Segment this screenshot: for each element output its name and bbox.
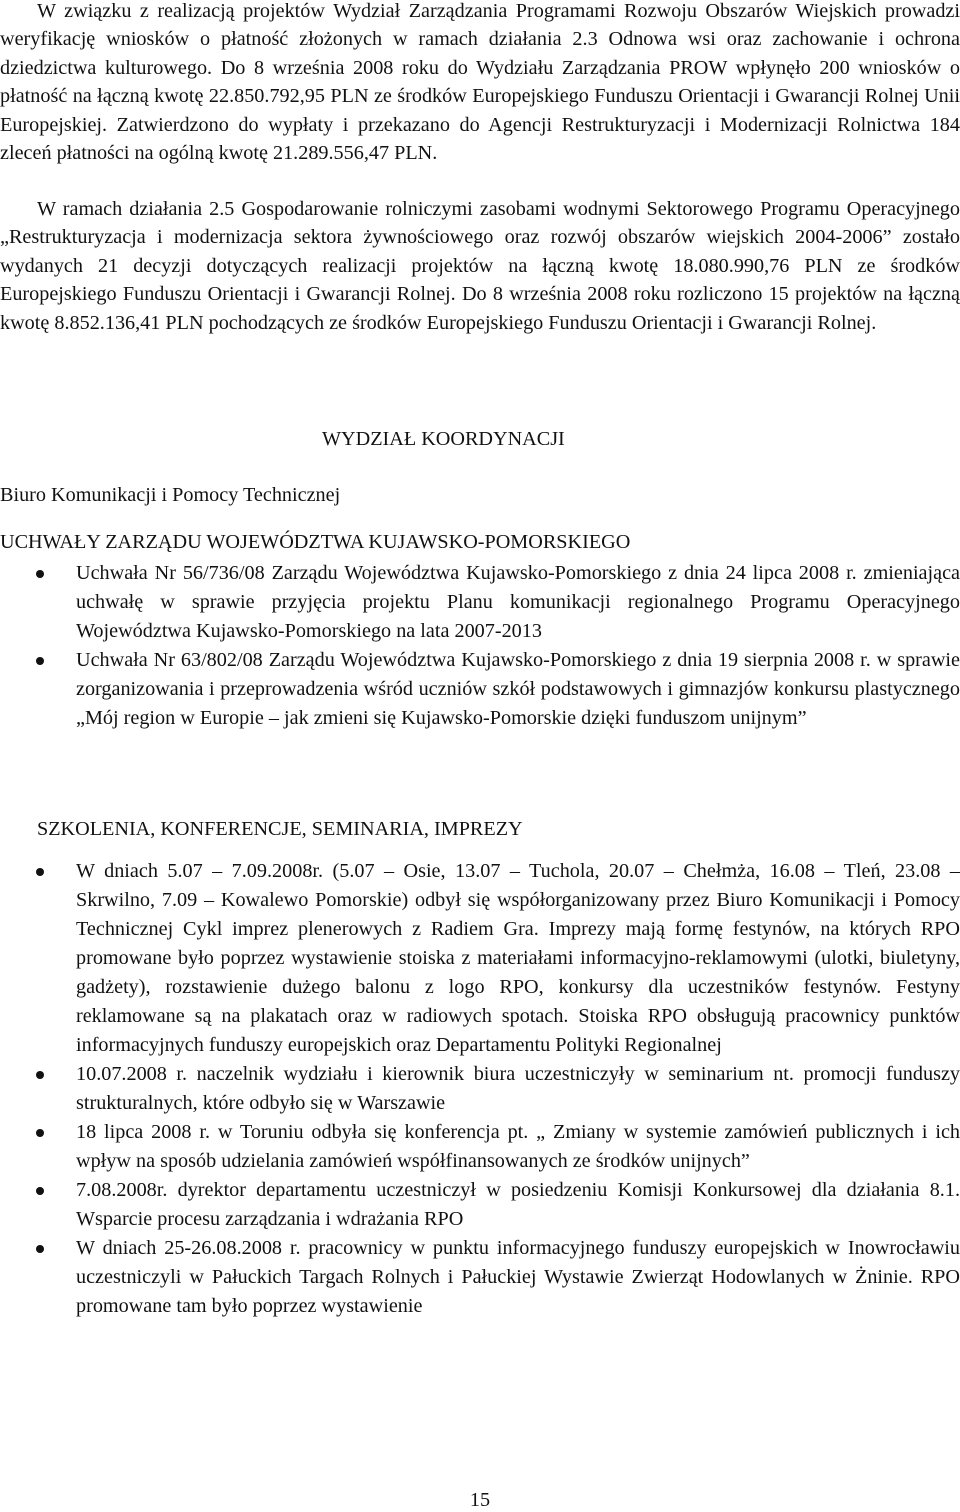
list-item xyxy=(0,857,960,1060)
events-section xyxy=(0,815,960,1321)
list-item-text: W dniach 25-26.08.2008 r. pracownicy w punktu informacyjnego funduszy europejskich w Inowrocławiu uczestniczyli w Pałuckich Targach Rolnych i Pałuckiej Wystawie Zwierząt Hodowlanych w Żninie. RPO promowane tam było poprzez wystawienie xyxy=(76,1237,960,1317)
bullet-icon xyxy=(36,1245,44,1253)
resolutions-list xyxy=(0,559,960,733)
list-item xyxy=(0,1176,960,1234)
list-item xyxy=(0,559,960,646)
bullet-icon xyxy=(36,1071,44,1079)
department-title: WYDZIAŁ KOORDYNACJI xyxy=(322,428,565,450)
second-paragraph: W ramach działania 2.5 Gospodarowanie rolniczymi zasobami wodnymi Sektorowego Programu Operacyjnego „Restrukturyzacja i modernizacja sektora żywnościowego oraz rozwój obszarów wiejskich 2004-2006” zostało wydanych 21 decyzji dotyczących realizacji projektów na łączną kwotę 18.080.990,76 PLN ze środków Europejskiego Funduszu Orientacji i Gwarancji Rolnej. Do 8 września 2008 roku rozliczono 15 projektów na łączną kwotę 8.852.136,41 PLN pochodzących ze środków Europejskiego Funduszu Orientacji i Gwarancji Rolnej. xyxy=(0,198,960,334)
events-heading: SZKOLENIA, KONFERENCJE, SEMINARIA, IMPREZY xyxy=(37,818,523,840)
list-item xyxy=(0,1234,960,1321)
list-item xyxy=(0,1118,960,1176)
bullet-icon xyxy=(36,1187,44,1195)
list-item xyxy=(0,646,960,733)
page-number: 15 xyxy=(469,1489,491,1511)
resolutions-section xyxy=(0,528,960,733)
intro-paragraph: W związku z realizacją projektów Wydział Zarządzania Programami Rozwoju Obszarów Wiejskich prowadzi weryfikację wniosków o płatność złożonych w ramach działania 2.3 Odnowa wsi oraz zachowanie i ochrona dziedzictwa kulturowego. Do 8 września 2008 roku do Wydziału Zarządzania PROW wpłynęło 200 wniosków o płatność na łączną kwotę 22.850.792,95 PLN ze środków Europejskiego Funduszu Orientacji i Gwarancji Rolnej Unii Europejskiej. Zatwierdzono do wypłaty i przekazano do Agencji Restrukturyzacji i Modernizacji Rolnictwa 184 zleceń płatności na ogólną kwotę 21.289.556,47 PLN. xyxy=(0,0,960,165)
list-item-text: 10.07.2008 r. naczelnik wydziału i kierownik biura uczestniczyły w seminarium nt. promocji funduszy strukturalnych, które odbyło się w Warszawie xyxy=(76,1063,960,1114)
bullet-icon xyxy=(36,1129,44,1137)
bureau-title: Biuro Komunikacji i Pomocy Technicznej xyxy=(0,484,341,506)
list-item-text: Uchwała Nr 56/736/08 Zarządu Województwa Kujawsko-Pomorskiego z dnia 24 lipca 2008 r. zmieniająca uchwałę w sprawie przyjęcia projektu Planu komunikacji regionalnego Programu Operacyjnego Województwa Kujawsko-Pomorskiego na lata 2007-2013 xyxy=(76,562,960,642)
bullet-icon xyxy=(36,868,44,876)
bullet-icon xyxy=(36,570,44,578)
list-item-text: Uchwała Nr 63/802/08 Zarządu Województwa Kujawsko-Pomorskiego z dnia 19 sierpnia 2008 r. w sprawie zorganizowania i przeprowadzenia wśród uczniów szkół podstawowych i gimnazjów konkursu plastycznego „Mój region w Europie – jak zmieni się Kujawsko-Pomorskie dzięki funduszom unijnym” xyxy=(76,649,960,729)
events-list xyxy=(0,857,960,1321)
bullet-icon xyxy=(36,657,44,665)
resolutions-heading: UCHWAŁY ZARZĄDU WOJEWÓDZTWA KUJAWSKO-POMORSKIEGO xyxy=(0,531,631,553)
list-item-text: W dniach 5.07 – 7.09.2008r. (5.07 – Osie, 13.07 – Tuchola, 20.07 – Chełmża, 16.08 – Tleń, 23.08 – Skrwilno, 7.09 – Kowalewo Pomorskie) odbył się współorganizowany przez Biuro Komunikacji i Pomocy Technicznej Cykl imprez plenerowych z Radiem Gra. Imprezy mają formę festynów, na których RPO promowane było poprzez wystawienie stoiska z materiałami informacyjno-reklamowymi (ulotki, biuletyny, gadżety), rozstawienie dużego balonu z logo RPO, konkursy dla uczestników festynów. Festyny reklamowane są na plakatach oraz w radiowych spotach. Stoiska RPO obsługują pracownicy punktów informacyjnych funduszy europejskich oraz Departamentu Polityki Regionalnej xyxy=(76,860,960,1056)
list-item-text: 18 lipca 2008 r. w Toruniu odbyła się konferencja pt. „ Zmiany w systemie zamówień publicznych i ich wpływ na sposób udzielania zamówień współfinansowanych ze środków unijnych” xyxy=(76,1121,960,1172)
list-item xyxy=(0,1060,960,1118)
list-item-text: 7.08.2008r. dyrektor departamentu uczestniczył w posiedzeniu Komisji Konkursowej dla działania 8.1. Wsparcie procesu zarządzania i wdrażania RPO xyxy=(76,1179,960,1230)
